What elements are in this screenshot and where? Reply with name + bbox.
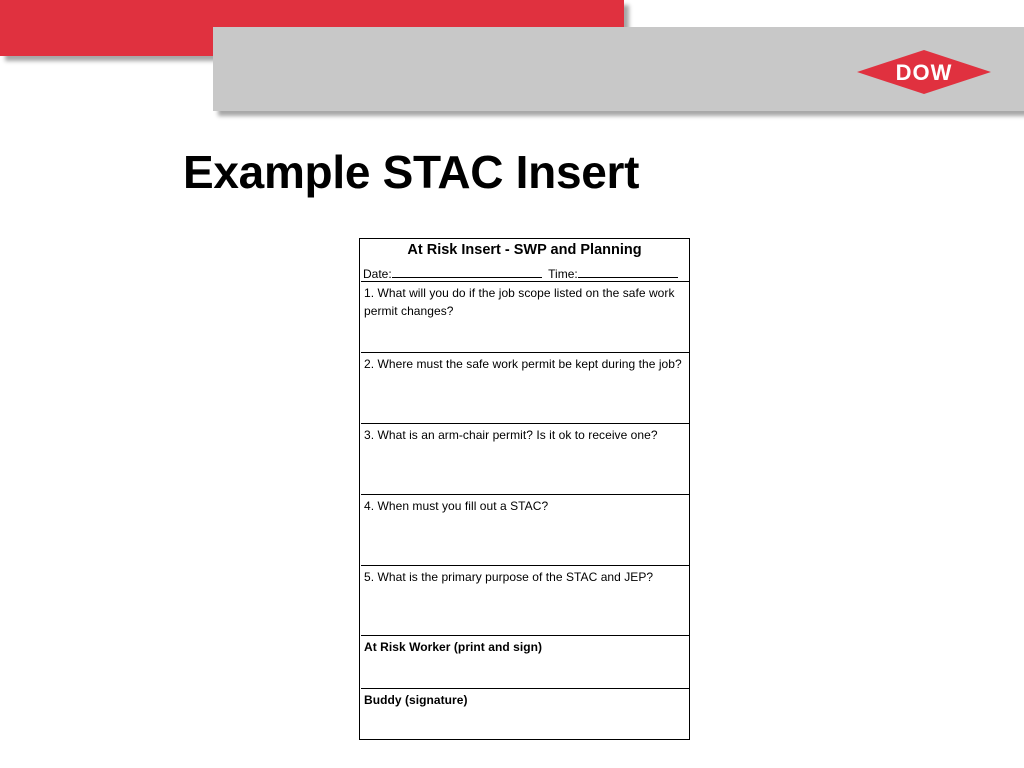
question-text-4: 4. When must you fill out a STAC?	[364, 499, 549, 513]
question-box-5[interactable]	[361, 565, 690, 635]
question-box-4[interactable]	[361, 494, 690, 565]
question-text-3: 3. What is an arm-chair permit? Is it ok to receive one?	[364, 428, 658, 442]
time-blank[interactable]	[578, 266, 678, 278]
worker-signature-label: At Risk Worker (print and sign)	[364, 640, 543, 654]
form-title: At Risk Insert - SWP and Planning	[407, 242, 642, 258]
buddy-signature-label: Buddy (signature)	[364, 693, 468, 707]
stac-insert-form	[359, 238, 690, 740]
date-label: Date:	[363, 267, 392, 281]
question-box-3[interactable]	[361, 423, 690, 494]
question-box-1[interactable]	[361, 281, 690, 352]
question-box-2[interactable]	[361, 352, 690, 423]
question-text-5: 5. What is the primary purpose of the STAC and JEP?	[364, 570, 654, 584]
worker-signature-box[interactable]	[361, 635, 690, 688]
question-text-1: 1. What will you do if the job scope listed on the safe work permit changes?	[364, 286, 675, 318]
question-text-2: 2. Where must the safe work permit be kept during the job?	[364, 357, 682, 371]
date-time-line	[363, 266, 678, 281]
date-blank[interactable]	[392, 266, 542, 278]
dow-logo	[856, 49, 992, 95]
buddy-signature-box[interactable]	[361, 688, 690, 739]
page-title: Example STAC Insert	[183, 146, 640, 198]
time-label: Time:	[548, 267, 578, 281]
dow-logo-text: DOW	[895, 60, 953, 85]
